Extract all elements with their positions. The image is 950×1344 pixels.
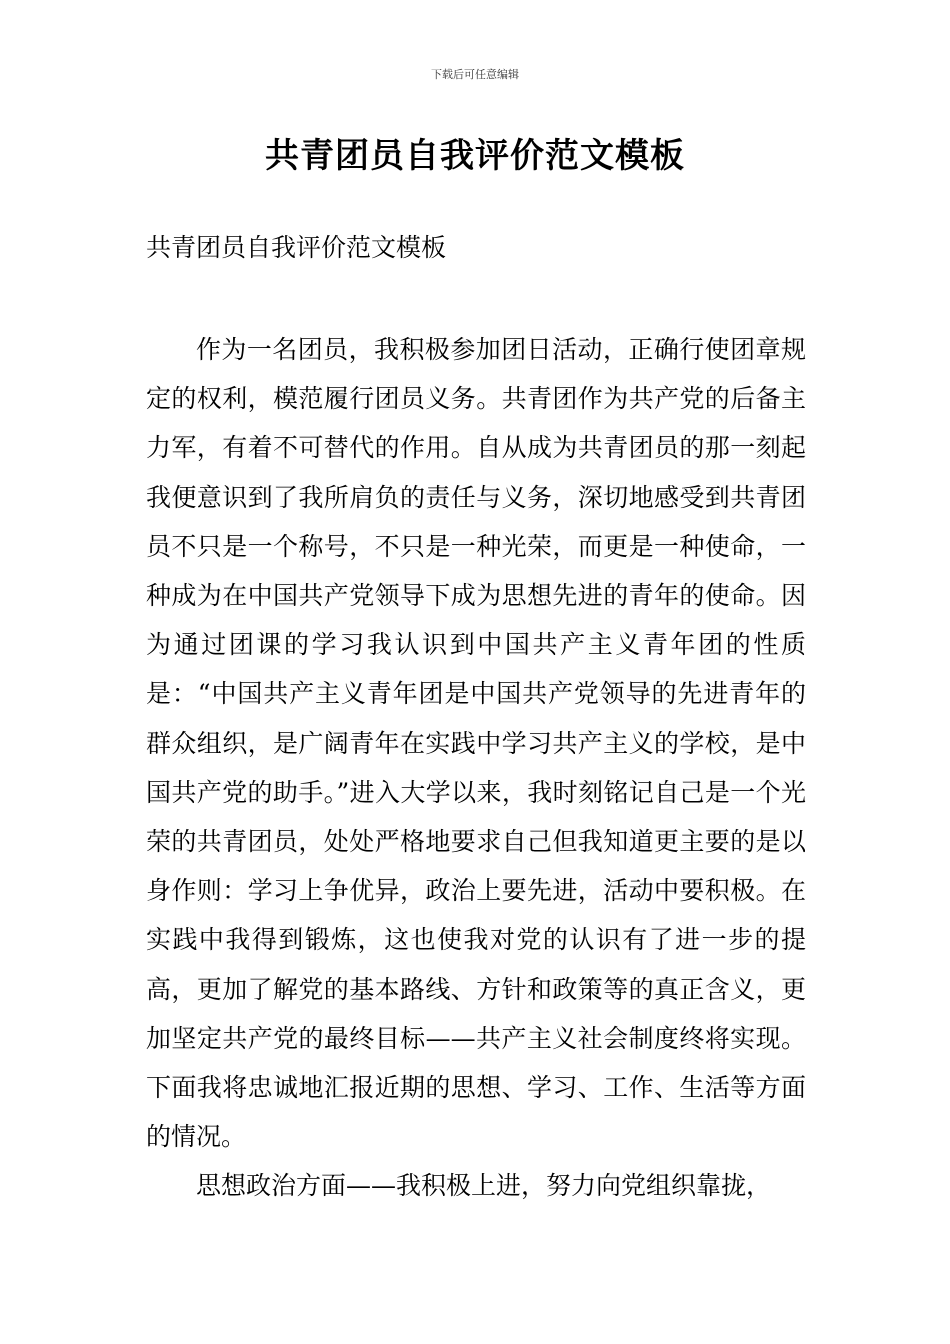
document-title: 共青团员自我评价范文模板 xyxy=(265,136,685,176)
document-body xyxy=(146,325,806,1211)
body-paragraph: 作为一名团员，我积极参加团日活动，正确行使团章规定的权利，模范履行团员义务。共青团作为共产党的后备主力军，有着不可替代的作用。自从成为共青团员的那一刻起我便意识到了我所肩负的责任与义务，深切地感受到共青团员不只是一个称号，不只是一种光荣，而更是一种使命，一种成为在中国共产党领导下成为思想先进的青年的使命。因为通过团课的学习我认识到中国共产主义青年团的性质是：“中国共产主义青年团是中国共产党领导的先进青年的群众组织，是广阔青年在实践中学习共产主义的学校，是中国共产党的助手。”进入大学以来，我时刻铭记自己是一个光荣的共青团员，处处严格地要求自己但我知道更主要的是以身作则：学习上争优异，政治上要先进，活动中要积极。在实践中我得到锻炼，这也使我对党的认识有了进一步的提高，更加了解党的基本路线、方针和政策等的真正含义，更加坚定共产党的最终目标——共产主义社会制度终将实现。下面我将忠诚地汇报近期的思想、学习、工作、生活等方面的情况。 xyxy=(146,335,806,1152)
body-paragraph: 思想政治方面——我积极上进，努力向党组织靠拢， xyxy=(196,1171,772,1201)
document-subtitle: 共青团员自我评价范文模板 xyxy=(146,233,447,262)
page-header-note: 下载后可任意编辑 xyxy=(431,68,519,81)
